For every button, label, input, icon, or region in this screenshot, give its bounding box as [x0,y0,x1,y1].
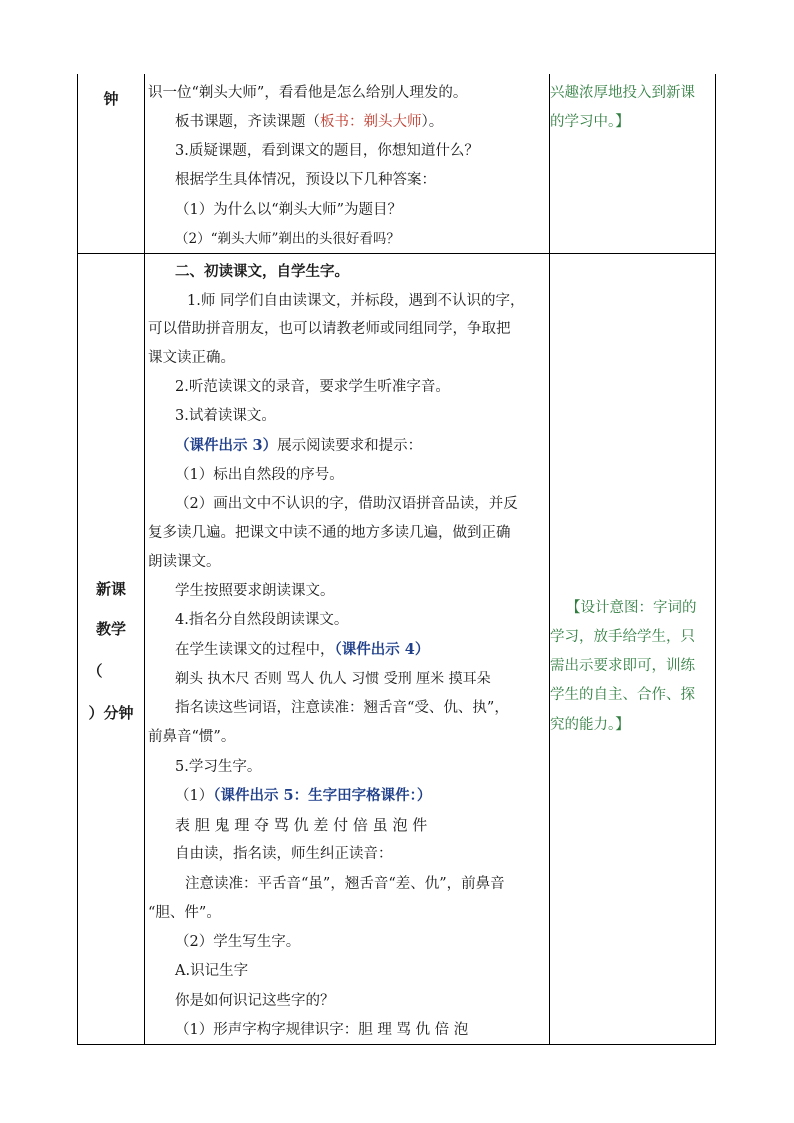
row1-design-note-1: 兴趣浓厚地投入到新课 [550,85,695,101]
courseware-ref-3: （课件出示 3） [175,437,278,454]
row2-line-11: 学生按照要求朗读课文。 [175,583,335,599]
row2-line-13-text: 在学生读课文的过程中， [175,642,335,658]
row2-line-6 [175,435,422,457]
row1-line-2 [175,111,443,133]
row2-line-5: 3.试着读课文。 [175,408,276,424]
row1-line-3: 3.质疑课题，看到课文的题目，你想知道什么？ [175,143,479,159]
row2-design-note-3: 需出示要求即可，训练 [550,658,695,674]
row2-line-20: 自由读，指名读，师生纠正读音： [175,846,393,862]
row2-design-note-4: 学生的自主、合作、探 [550,687,695,703]
row1-design-note-2: 的学习中。】 [550,114,630,130]
table-border-col1 [144,74,145,1045]
row2-line-8: （2）画出文中不认识的字，借助汉语拼音品读，并反 [175,496,518,512]
row2-line-10: 朗读课文。 [148,554,221,570]
row2-new-characters: 表 胆 鬼 理 夺 骂 仇 差 付 倍 虽 泡 件 [175,816,428,834]
row1-line-4: 根据学生具体情况，预设以下几种答案： [175,172,436,188]
row2-line-18-num: （1） [175,788,214,804]
row2-line-22: “胆、件”。 [148,905,221,921]
row2-line-18 [175,785,431,807]
table-border-left [77,74,78,1045]
row2-line-13 [175,639,429,661]
row2-heading: 二、初读课文，自学生字。 [175,263,349,280]
row2-label-4: ）分钟 [88,704,134,722]
row2-line-12: 4.指名分自然段朗读课文。 [175,612,349,628]
table-row-divider [77,253,716,254]
row1-line-6: （2）“剃头大师”剃出的头很好看吗？ [175,231,400,247]
row2-line-24: A.识记生字 [175,963,249,979]
row2-line-15: 指名读这些词语，注意读准：翘舌音“受、仇、执”， [175,700,509,716]
row1-line-2-end: ）。 [421,114,444,130]
table-border-col2 [549,74,550,1045]
courseware-ref-5: （课件出示 5：生字田字格课件：） [213,787,432,804]
row2-line-6-text: 展示阅读要求和提示： [277,438,423,454]
row2-line-4: 2.听范读课文的录音，要求学生听准字音。 [175,379,450,395]
row2-design-note-1: 【设计意图：字词的 [566,600,697,616]
table-border-bottom [77,1044,716,1045]
table-border-right [715,74,716,1045]
row2-line-9: 复多读几遍。把课文中读不通的地方多读几遍，做到正确 [148,525,511,541]
row2-design-note-2: 学习，放手给学生，只 [550,629,695,645]
row2-line-17: 5.学习生字。 [175,759,262,775]
row1-line-1: 识一位“剃头大师”，看看他是怎么给别人理发的。 [148,85,468,101]
row2-vocab-words: 剃头 执木尺 否则 骂人 仇人 习惯 受刑 厘米 摸耳朵 [175,671,491,687]
row2-line-21: 注意读准：平舌音“虽”，翘舌音“差、仇”，前鼻音 [185,876,505,892]
row2-design-note-5: 究的能力。】 [550,717,630,733]
row2-line-25: 你是如何识记这些字的？ [175,993,335,1009]
row2-label-1: 新课 [95,580,126,598]
row2-line-23: （2）学生写生字。 [175,934,301,950]
row2-line-7: （1）标出自然段的序号。 [175,467,344,483]
row1-blackboard-note: 板书：剃头大师 [320,114,422,130]
row2-line-2: 可以借助拼音朋友，也可以请教老师或同组同学，争取把 [148,321,511,337]
row1-line-2-text: 板书课题，齐读课题（ [175,114,320,130]
row2-label-3: （ [87,662,103,680]
row2-line-3: 课文读正确。 [148,350,235,366]
row2-line-26: （1）形声字构字规律识字：胆 理 骂 仇 倍 泡 [175,1022,469,1038]
row2-line-1: 1.师 同学们自由读课文，并标段，遇到不认识的字， [187,293,525,309]
row1-label: 钟 [103,90,119,108]
courseware-ref-4: （课件出示 4） [334,641,430,658]
row1-line-5: （1）为什么以“剃头大师”为题目？ [175,202,403,218]
row2-line-16: 前鼻音“惯”。 [148,729,236,745]
row2-label-2: 教学 [95,620,126,638]
